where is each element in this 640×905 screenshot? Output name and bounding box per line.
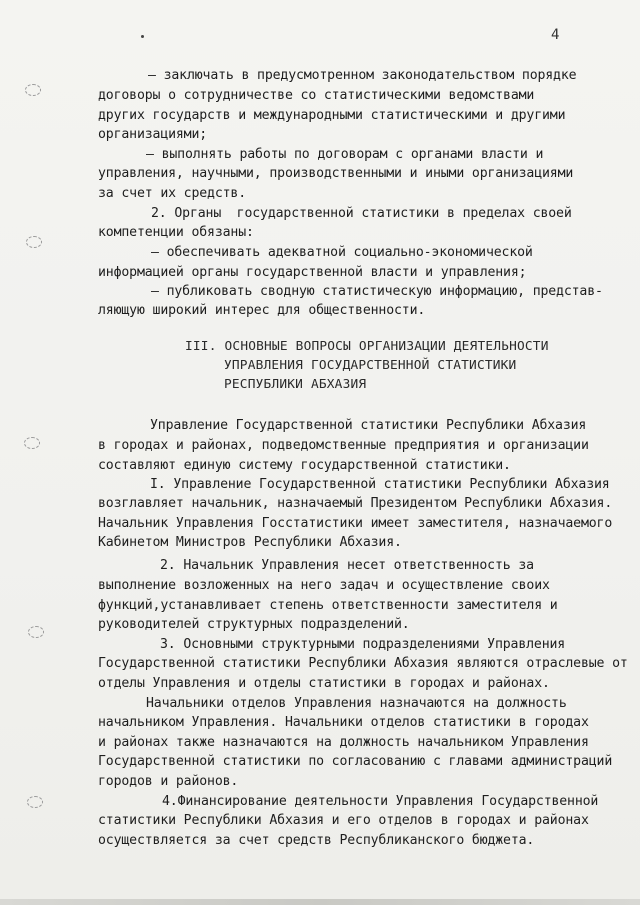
- text-line: других государств и международными статистическими и другими: [98, 108, 566, 123]
- text-line: отделы Управления и отделы статистики в городах и районах.: [98, 676, 550, 691]
- text-line: руководителей структурных подразделений.: [98, 617, 410, 632]
- text-line: Начальник Управления Госстатистики имеет заместителя, назначаемого: [98, 516, 613, 531]
- text-line: и районах также назначаются на должность начальником Управления: [98, 735, 589, 750]
- text-line: возглавляет начальник, назначаемый Президентом Республики Абхазия.: [98, 496, 613, 511]
- text-line: организациями;: [98, 127, 208, 142]
- text-line: I. Управление Государственной статистики Республики Абхазия: [150, 477, 610, 492]
- text-line: управления, научными, производственными и иными организациями: [98, 166, 574, 181]
- text-line: Управление Государственной статистики Республики Абхазия: [150, 418, 587, 433]
- text-line: – заключать в предусмотренном законодательством порядке: [148, 68, 577, 83]
- text-line: статистики Республики Абхазия и его отделов в городах и районах: [98, 813, 589, 828]
- text-line: – выполнять работы по договорам с органами власти и: [146, 147, 544, 162]
- text-line: – публиковать сводную статистическую информацию, представ-: [151, 284, 603, 299]
- text-line: договоры о сотрудничестве со статистическими ведомствами: [98, 88, 535, 103]
- text-line: информацией органы государственной власти и управления;: [98, 265, 527, 280]
- page-number: 4: [551, 27, 560, 43]
- punch-hole-mark: [24, 437, 40, 449]
- section-heading: РЕСПУБЛИКИ АБХАЗИЯ: [224, 377, 367, 392]
- text-line: функций,устанавливает степень ответственности заместителя и: [98, 598, 558, 613]
- text-line: Кабинетом Министров Республики Абхазия.: [98, 535, 402, 550]
- text-line: в городах и районах, подведомственные предприятия и организации: [98, 438, 589, 453]
- text-line: выполнение возложенных на него задач и осуществление своих: [98, 578, 550, 593]
- punch-hole-mark: [26, 236, 42, 248]
- text-line: Начальники отделов Управления назначаются на должность: [146, 696, 567, 711]
- punch-hole-mark: [25, 84, 41, 96]
- text-line: 4.Финансирование деятельности Управления Государственной: [162, 794, 599, 809]
- text-line: ляющую широкий интерес для общественности.: [98, 303, 426, 318]
- page-bottom-edge: [0, 899, 640, 905]
- ink-dot: [141, 35, 144, 38]
- section-heading: III. ОСНОВНЫЕ ВОПРОСЫ ОРГАНИЗАЦИИ ДЕЯТЕЛЬНОСТИ: [185, 339, 549, 354]
- text-line: городов и районов.: [98, 774, 239, 789]
- text-line: компетенции обязаны:: [98, 225, 254, 240]
- punch-hole-mark: [28, 626, 44, 638]
- text-line: 3. Основными структурными подразделениями Управления: [160, 637, 566, 652]
- section-heading: УПРАВЛЕНИЯ ГОСУДАРСТВЕННОЙ СТАТИСТИКИ: [224, 358, 517, 373]
- text-line: начальником Управления. Начальники отделов статистики в городах: [98, 715, 589, 730]
- text-line: Государственной статистики Республики Абхазия являются отраслевые от: [98, 656, 628, 671]
- text-line: – обеспечивать адекватной социально-экономической: [151, 245, 533, 260]
- text-line: 2. Органы государственной статистики в пределах своей: [151, 206, 572, 221]
- text-line: составляют единую систему государственной статистики.: [98, 458, 511, 473]
- text-line: 2. Начальник Управления несет ответственность за: [160, 558, 534, 573]
- text-line: за счет их средств.: [98, 186, 247, 201]
- punch-hole-mark: [27, 796, 43, 808]
- text-line: Государственной статистики по согласованию с главами администраций: [98, 754, 613, 769]
- text-line: осуществляется за счет средств Республиканского бюджета.: [98, 833, 535, 848]
